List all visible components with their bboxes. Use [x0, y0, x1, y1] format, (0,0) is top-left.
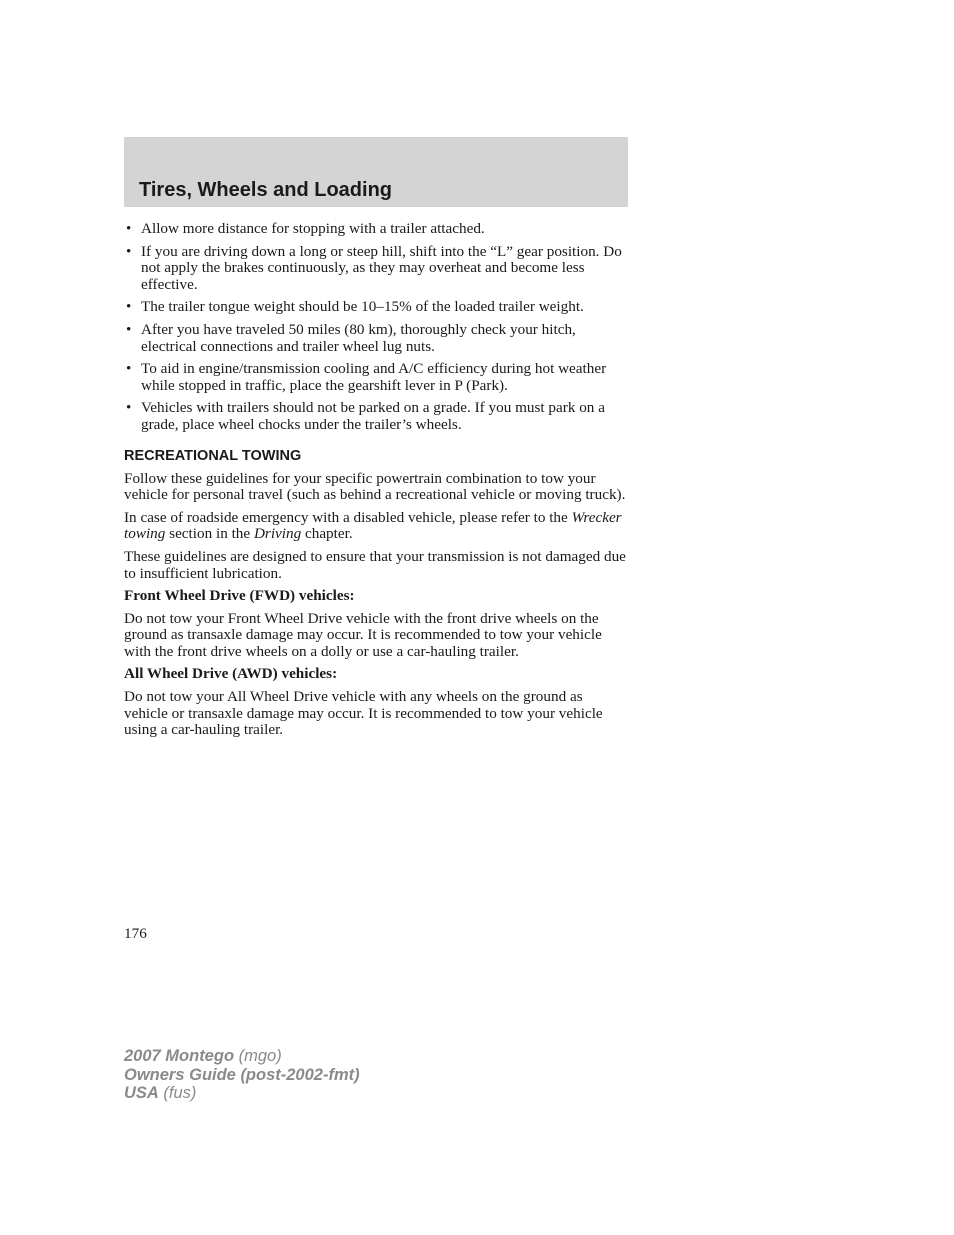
page-number: 176: [124, 925, 147, 942]
bullet-icon: •: [126, 399, 132, 417]
lubrication-paragraph: These guidelines are designed to ensure that your transmission is not damaged due to insufficient lubrication.: [124, 547, 626, 582]
bullet-icon: •: [126, 242, 132, 260]
list-item: • After you have traveled 50 miles (80 km), thoroughly check your hitch, electrical connections and trailer wheel lug nuts.: [126, 320, 576, 355]
bullet-icon: •: [126, 360, 132, 378]
footer-line-market: USA (fus): [124, 1084, 197, 1102]
intro-paragraph: Follow these guidelines for your specific powertrain combination to tow your vehicle for personal travel (such as behind a recreational vehicle or moving truck).: [124, 469, 626, 504]
awd-paragraph: Do not tow your All Wheel Drive vehicle with any wheels on the ground as vehicle or transaxle damage may occur. It is recommended to tow your vehicle using a car-hauling trailer.: [124, 688, 603, 739]
page-content: [124, 221, 629, 745]
list-item: • Allow more distance for stopping with a trailer attached.: [126, 220, 485, 237]
footer-line-model: 2007 Montego (mgo): [124, 1047, 282, 1065]
list-item: • The trailer tongue weight should be 10–15% of the loaded trailer weight.: [126, 298, 584, 316]
fwd-paragraph: Do not tow your Front Wheel Drive vehicle with the front drive wheels on the ground as transaxle damage may occur. It is recommended to tow your vehicle with the front drive wheels on a dolly or use a car-hauling trailer.: [124, 609, 602, 660]
list-item: • To aid in engine/transmission cooling and A/C efficiency during hot weather while stopped in traffic, place the gearshift lever in P (Park).: [126, 360, 607, 394]
bullet-icon: •: [126, 298, 132, 316]
roadside-emergency-paragraph: In case of roadside emergency with a disabled vehicle, please refer to the Wrecker towing section in the Driving chapter.: [124, 508, 622, 543]
bullet-icon: •: [126, 220, 132, 237]
footer-line-guide: Owners Guide (post-2002-fmt): [124, 1065, 360, 1084]
list-item: • Vehicles with trailers should not be parked on a grade. If you must park on a grade, place wheel chocks under the trailer’s wheels.: [126, 399, 605, 433]
bullet-icon: •: [126, 320, 132, 338]
section-title: Tires, Wheels and Loading: [139, 179, 393, 201]
list-item: • If you are driving down a long or steep hill, shift into the “L” gear position. Do not apply the brakes continuously, as they may overheat and become less effective.: [126, 242, 622, 293]
towing-tips-list: [124, 221, 629, 434]
awd-subheading: All Wheel Drive (AWD) vehicles:: [124, 665, 338, 683]
wrecker-towing-reference: Wrecker towing: [124, 508, 622, 543]
recreational-towing-heading: RECREATIONAL TOWING: [124, 447, 302, 464]
section-header-band: [124, 137, 628, 207]
driving-chapter-reference: Driving: [253, 525, 302, 543]
document-footer: [124, 1047, 360, 1103]
fwd-subheading: Front Wheel Drive (FWD) vehicles:: [124, 587, 355, 605]
